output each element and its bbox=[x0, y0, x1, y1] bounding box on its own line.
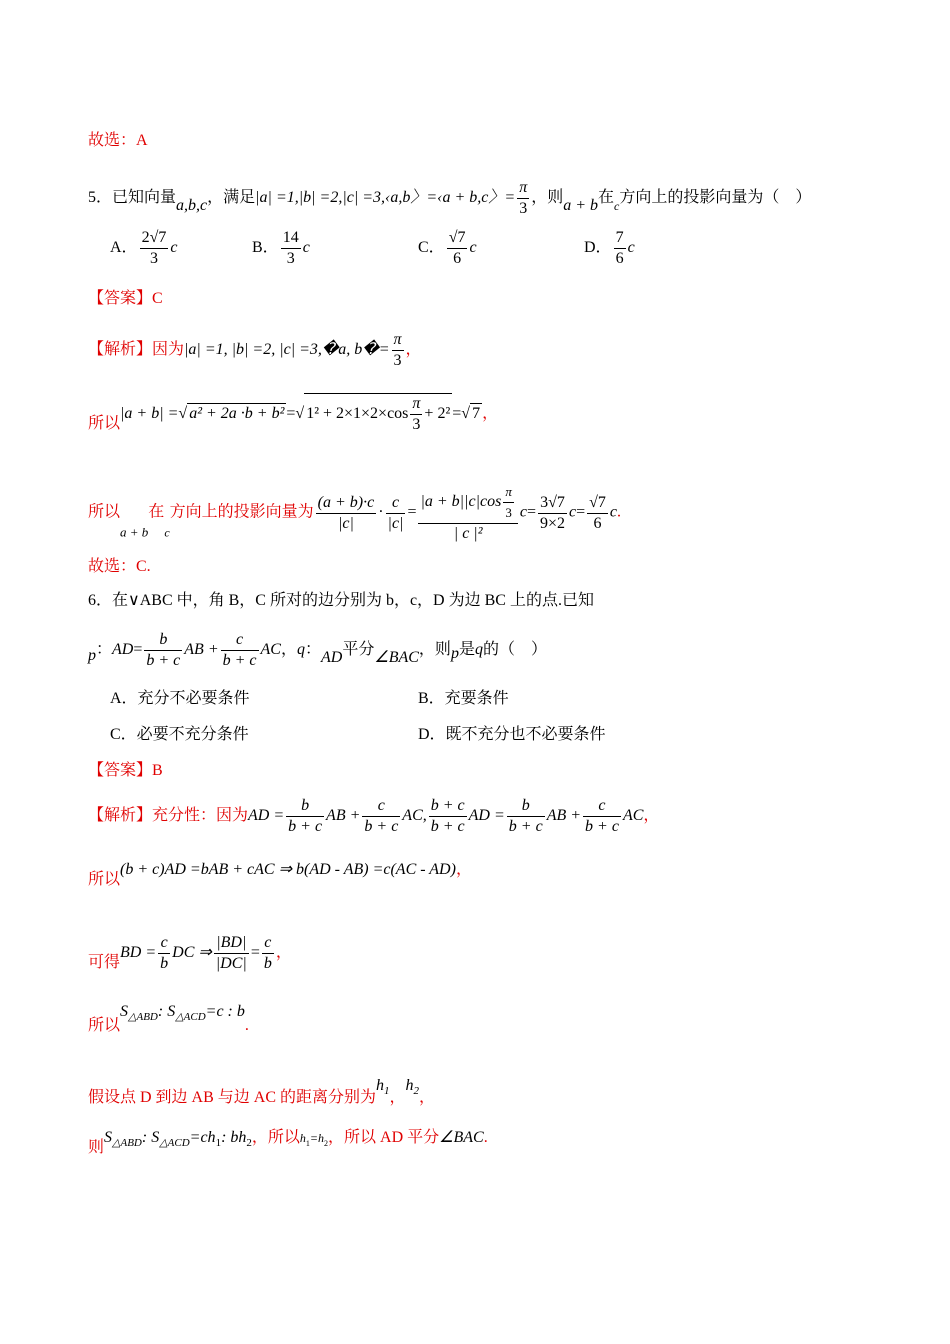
q: q bbox=[297, 641, 305, 659]
den: b bbox=[160, 955, 169, 972]
analysis-frac bbox=[392, 330, 404, 371]
proj-text: 方向上的投影向量为 bbox=[169, 503, 314, 521]
f1 bbox=[158, 933, 170, 974]
zai: 在 bbox=[148, 503, 165, 521]
den: b + c bbox=[585, 818, 619, 835]
rhs2-b: + 2² bbox=[424, 405, 451, 423]
option-num: 2√7 bbox=[141, 229, 167, 246]
num: c bbox=[160, 934, 168, 951]
option-label: D． bbox=[584, 239, 612, 257]
pi: π bbox=[505, 484, 512, 499]
q5-option-c bbox=[418, 228, 477, 269]
f1 bbox=[144, 630, 182, 671]
frac-den: 9×2 bbox=[539, 514, 565, 532]
h2 bbox=[405, 1077, 420, 1097]
sep: ， bbox=[280, 641, 297, 659]
so-label: 所以 bbox=[88, 415, 121, 433]
option-den: 6 bbox=[615, 250, 624, 267]
conclusion bbox=[88, 1128, 488, 1158]
option-den: 6 bbox=[447, 248, 468, 269]
apb: a + b bbox=[120, 524, 149, 540]
eq: = bbox=[250, 944, 260, 962]
q5-frac-den: 3 bbox=[517, 198, 529, 219]
q5-apb: a + b bbox=[563, 197, 599, 215]
option-vec: c bbox=[170, 239, 178, 257]
q5-frac-num: π bbox=[519, 179, 528, 196]
option-vec: c bbox=[302, 239, 310, 257]
analysis-5 bbox=[88, 330, 422, 371]
s1: 1 bbox=[215, 1137, 222, 1149]
option-den: 3 bbox=[281, 248, 301, 269]
option-num: 7 bbox=[615, 229, 624, 246]
sub1: △ABD bbox=[112, 1137, 142, 1149]
sub2: △ACD bbox=[175, 1011, 206, 1023]
answer-5: 【答案】C bbox=[88, 290, 163, 307]
c1: c bbox=[519, 503, 527, 521]
q5-vectors: a,b,c bbox=[176, 197, 208, 215]
f1 bbox=[286, 796, 324, 837]
frac4 bbox=[538, 493, 567, 534]
q5-option-b bbox=[252, 228, 310, 269]
hs1: 1 bbox=[305, 1139, 310, 1148]
frac-num: √7 bbox=[589, 493, 606, 511]
q6-option-d: D．既不充分也不必要条件 bbox=[418, 726, 606, 743]
so-expansion bbox=[88, 860, 472, 890]
result: 7 bbox=[472, 405, 481, 423]
frac2 bbox=[386, 493, 406, 534]
dc: DC ⇒ bbox=[172, 944, 212, 962]
num: c bbox=[264, 934, 272, 951]
bac: ∠BAC bbox=[439, 1129, 484, 1146]
comma: ， bbox=[643, 807, 660, 825]
tail: 的（ ） bbox=[482, 641, 547, 659]
option-vec: c bbox=[627, 239, 635, 257]
so-label: 所以 bbox=[88, 871, 121, 888]
s: S bbox=[104, 1129, 113, 1146]
col2: : bh bbox=[221, 1129, 247, 1146]
frac-den: 3 bbox=[392, 350, 404, 371]
frac3-num bbox=[418, 482, 517, 523]
f3 bbox=[262, 933, 274, 974]
ab: AB + bbox=[326, 807, 361, 825]
h1: h bbox=[299, 1131, 306, 1145]
num: b + c bbox=[430, 797, 465, 814]
bd: BD = bbox=[120, 944, 157, 962]
h: h bbox=[376, 1077, 385, 1094]
frac-den: |c| bbox=[316, 513, 377, 534]
sub1: △ABD bbox=[128, 1011, 158, 1023]
c3: c bbox=[609, 503, 618, 521]
q5-prefix: 5．已知向量 bbox=[88, 189, 177, 207]
ad: AD = bbox=[248, 807, 285, 825]
frac-num: c bbox=[391, 493, 400, 511]
analysis-label: 【解析】充分性：因为 bbox=[88, 807, 249, 825]
frac-num: π bbox=[393, 331, 402, 348]
so-label: 所以 bbox=[88, 1017, 121, 1034]
q6-option-c: C．必要不充分条件 bbox=[110, 726, 249, 743]
num: |BD| bbox=[216, 934, 247, 951]
rhs1: a² + 2a ·b + b² bbox=[189, 405, 285, 423]
comma: ， bbox=[389, 1089, 406, 1106]
c2: c bbox=[569, 503, 577, 521]
num: b bbox=[521, 797, 530, 814]
analysis-6 bbox=[88, 796, 659, 837]
s2: 2 bbox=[246, 1137, 252, 1149]
option-label: A． bbox=[110, 239, 138, 257]
dot: . bbox=[244, 1017, 249, 1034]
den: |DC| bbox=[215, 955, 247, 972]
comma: ， bbox=[455, 861, 472, 878]
option-label: C． bbox=[418, 239, 445, 257]
q5-pi-over-3 bbox=[517, 178, 529, 219]
bac: ∠BAC bbox=[374, 649, 419, 667]
frac3 bbox=[418, 482, 517, 544]
rhs2-a: 1² + 2×1×2×cos bbox=[306, 405, 409, 423]
expr2: =c : b bbox=[205, 1003, 245, 1020]
colon: : S bbox=[141, 1129, 160, 1146]
assume-heights bbox=[88, 1076, 435, 1108]
comma2: ， bbox=[419, 1089, 436, 1106]
so-label: 所以 bbox=[88, 503, 121, 521]
answer-select-c: 故选：C. bbox=[88, 558, 151, 575]
comma: ， bbox=[405, 341, 422, 359]
den: b + c bbox=[146, 652, 181, 669]
rhs2 bbox=[304, 393, 452, 435]
comma: ， bbox=[482, 405, 499, 423]
comma: ， bbox=[275, 944, 292, 962]
num: c bbox=[236, 631, 244, 648]
so-projection: 所以$_{a + b}$在$_c$方向上的投影向量为 $\frac{(a + b)\cdot c}{|c|}$ · $\frac{c}{|c|}$ = |a + b||c|cos $\frac{\pi}{3}$ | c |² c= $\frac{3√7}{9\times 2}$ c= $\frac{√7}{6}$ c. bbox=[88, 484, 622, 542]
dot: . bbox=[483, 1129, 488, 1146]
dot: . bbox=[617, 503, 622, 521]
f3 bbox=[429, 796, 467, 837]
t2: ，所以 AD 平分 bbox=[328, 1129, 440, 1146]
option-vec: c bbox=[469, 239, 477, 257]
q5-option-a bbox=[110, 228, 177, 269]
q6-option-a: A．充分不必要条件 bbox=[110, 690, 250, 707]
option-num: √7 bbox=[448, 229, 466, 246]
p2: p bbox=[450, 645, 459, 663]
frac-num-text: |a + b||c|cos bbox=[420, 493, 502, 511]
lhs: |a + b| = bbox=[120, 405, 179, 423]
then: ，则 bbox=[418, 641, 451, 659]
eq2: = bbox=[452, 405, 462, 423]
q5-option-d bbox=[584, 228, 635, 269]
ze-label: 则 bbox=[88, 1139, 105, 1156]
pingfen: 平分 bbox=[342, 641, 375, 659]
can-get bbox=[88, 933, 292, 974]
sub: 2 bbox=[413, 1085, 420, 1097]
cos-frac bbox=[503, 482, 514, 523]
q5-then: ，则 bbox=[531, 189, 564, 207]
den: b + c bbox=[508, 818, 543, 835]
q5-satisfy: ，满足 bbox=[207, 189, 256, 207]
analysis-expr: |a| =1, |b| =2, |c| =3,�a, b�= bbox=[184, 341, 390, 359]
assume-text: 假设点 D 到边 AB 与边 AC 的距离分别为 bbox=[88, 1089, 377, 1106]
cos-frac bbox=[410, 394, 422, 435]
f4 bbox=[507, 796, 545, 837]
frac-den: |c| bbox=[387, 514, 404, 532]
so-magnitude: 所以|a + b| =√ a² + 2a ·b + b² =√ 1² + 2×1×2×cos $\frac{\pi}{3}$ + 2² =√ 7 ， bbox=[88, 395, 499, 433]
option-fraction bbox=[614, 228, 626, 269]
f2 bbox=[214, 933, 249, 974]
den: b + c bbox=[288, 818, 323, 835]
q5-condition: |a| =1,|b| =2,|c| =3,‹a,b〉=‹a + b,c〉= bbox=[255, 189, 516, 207]
colon: ： bbox=[96, 641, 113, 659]
t1: ，所以 bbox=[251, 1129, 300, 1146]
kede-label: 可得 bbox=[88, 954, 121, 972]
f2 bbox=[221, 630, 259, 671]
frac-den: 6 bbox=[587, 513, 608, 534]
ac: AC, bbox=[402, 807, 427, 825]
so-area-ratio bbox=[88, 1002, 249, 1036]
frac-num: π bbox=[412, 395, 421, 412]
eq: = bbox=[133, 641, 143, 659]
analysis-label: 【解析】因为 bbox=[88, 341, 185, 359]
sub2: △ACD bbox=[159, 1137, 190, 1149]
answer-6: 【答案】B bbox=[88, 762, 163, 779]
heq: =h bbox=[309, 1131, 325, 1145]
sub: 1 bbox=[384, 1085, 390, 1097]
q2: q bbox=[474, 641, 483, 659]
question-6-line2 bbox=[88, 630, 547, 671]
ab: AB + bbox=[184, 641, 219, 659]
three: 3 bbox=[503, 502, 514, 523]
num: b bbox=[159, 631, 168, 648]
eq: =ch bbox=[189, 1129, 216, 1146]
option-num: 14 bbox=[282, 229, 299, 246]
p: p bbox=[88, 647, 96, 665]
option-label: B． bbox=[252, 239, 279, 257]
c: c bbox=[164, 525, 170, 540]
expr: (b + c)AD =bAB + cAC ⇒ b(AD - AB) =c(AC - AD) bbox=[120, 861, 456, 878]
frac5 bbox=[587, 493, 608, 534]
hs2: 2 bbox=[324, 1139, 329, 1148]
q5-tail: 方向上的投影向量为（ ） bbox=[619, 189, 812, 207]
den: b + c bbox=[430, 818, 465, 835]
q5-zai: 在 bbox=[598, 189, 615, 207]
frac1 bbox=[316, 493, 377, 534]
option-den: 3 bbox=[140, 248, 169, 269]
s1: S bbox=[120, 1003, 129, 1020]
option-fraction bbox=[140, 228, 169, 269]
ad2: AD bbox=[321, 649, 343, 667]
answer-select-a: 故选：A bbox=[88, 132, 148, 149]
frac-num: 3√7 bbox=[540, 493, 565, 511]
q5-c: c bbox=[614, 199, 620, 214]
ac2: AC bbox=[622, 807, 644, 825]
question-6-line1: 6．在∨ABC 中，角 B，C 所对的边分别为 b，c，D 为边 BC 上的点.已知 bbox=[88, 592, 594, 609]
ab2: AB + bbox=[546, 807, 582, 825]
f2 bbox=[362, 796, 400, 837]
option-fraction bbox=[281, 228, 301, 269]
num: c bbox=[598, 797, 606, 814]
h1 bbox=[376, 1077, 390, 1097]
den: b + c bbox=[364, 818, 399, 835]
den: b bbox=[263, 955, 272, 972]
colon: : S bbox=[157, 1003, 176, 1020]
num: c bbox=[377, 797, 385, 814]
frac-den: | c |² bbox=[418, 523, 517, 544]
ad2: AD = bbox=[468, 807, 505, 825]
h: h bbox=[405, 1077, 414, 1094]
ad: AD bbox=[112, 641, 134, 659]
option-fraction bbox=[447, 228, 468, 269]
colon2: ： bbox=[305, 641, 322, 659]
den: b + c bbox=[222, 652, 257, 669]
question-5 bbox=[88, 178, 811, 219]
q6-option-b: B．充要条件 bbox=[418, 690, 509, 707]
shi: 是 bbox=[458, 641, 475, 659]
frac-num: (a + b)·c bbox=[317, 493, 375, 511]
ac: AC bbox=[260, 641, 281, 659]
eq1: = bbox=[286, 405, 296, 423]
frac-den: 3 bbox=[410, 414, 422, 435]
num: b bbox=[301, 797, 310, 814]
f5 bbox=[583, 796, 621, 837]
